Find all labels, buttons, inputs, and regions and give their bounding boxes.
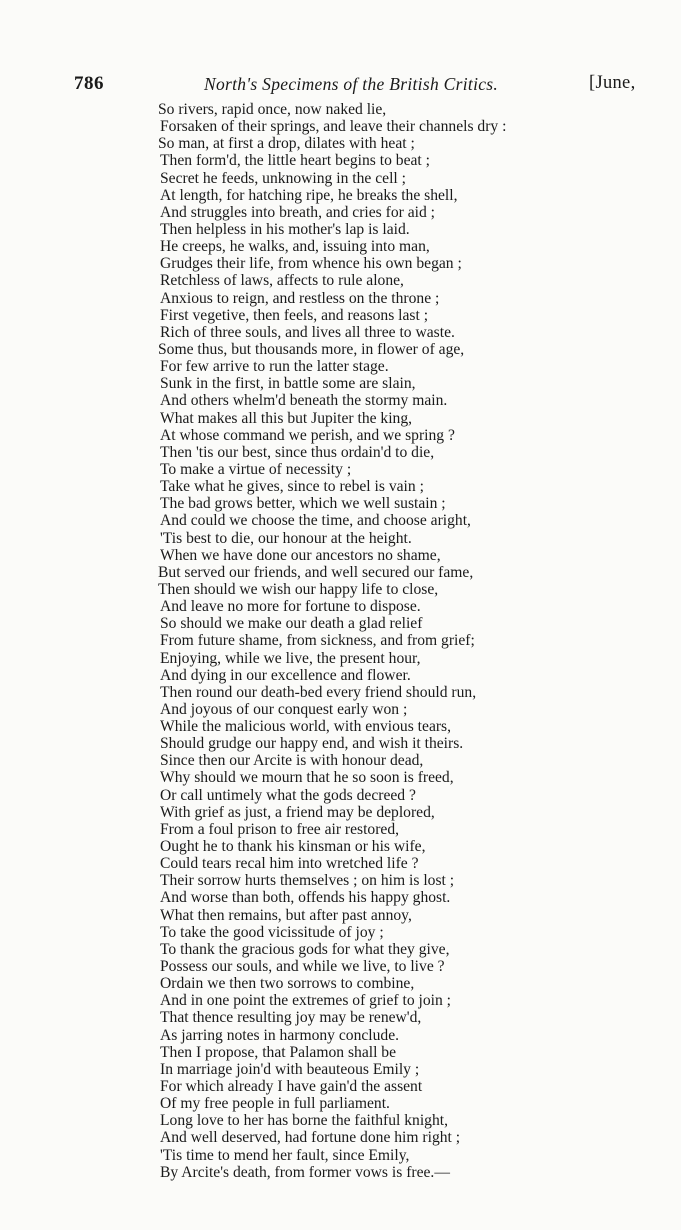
poem-line: And dying in our excellence and flower. — [160, 666, 411, 684]
poem-line: From a foul prison to free air restored, — [160, 820, 400, 838]
poem-line: And in one point the extremes of grief to join ; — [160, 992, 452, 1010]
poem-line: At length, for hatching ripe, he breaks the shell, — [160, 186, 458, 204]
running-title: North's Specimens of the British Critics. — [204, 74, 499, 94]
poem-line: Rich of three souls, and lives all three to waste. — [160, 323, 455, 341]
poem-line: Then 'tis our best, since thus ordain'd to die, — [160, 443, 435, 461]
poem-line: And others whelm'd beneath the stormy main. — [160, 392, 448, 410]
poem-line: Could tears recal him into wretched life ? — [160, 855, 419, 873]
poem-line: Should grudge our happy end, and wish it theirs. — [160, 735, 464, 753]
poem-line: Some thus, but thousands more, in flower of age, — [158, 340, 465, 358]
poem-line: And leave no more for fortune to dispose. — [160, 598, 421, 616]
poem-line: And could we choose the time, and choose aright, — [160, 512, 471, 530]
poem-line: That thence resulting joy may be renew'd, — [160, 1009, 422, 1027]
poem-line: For few arrive to run the latter stage. — [160, 358, 389, 376]
poem-line: Then round our death-bed every friend should run, — [160, 683, 477, 701]
poem-text — [158, 101, 658, 1181]
poem-line: Sunk in the first, in battle some are slain, — [160, 375, 416, 393]
poem-line: Ordain we then two sorrows to combine, — [160, 975, 415, 993]
poem-line: Then helpless in his mother's lap is laid. — [160, 220, 410, 238]
poem-line: While the malicious world, with envious tears, — [160, 718, 452, 736]
poem-line: So man, at first a drop, dilates with heat ; — [158, 135, 415, 153]
poem-line: Ought he to thank his kinsman or his wife, — [160, 838, 426, 856]
poem-line: So rivers, rapid once, now naked lie, — [158, 101, 387, 118]
poem-line: And well deserved, had fortune done him right ; — [160, 1129, 461, 1147]
poem-line: What makes all this but Jupiter the king, — [160, 409, 413, 427]
poem-line: But served our friends, and well secured our fame, — [158, 563, 474, 581]
poem-line: From future shame, from sickness, and from grief; — [160, 632, 475, 650]
poem-line: First vegetive, then feels, and reasons last ; — [160, 306, 429, 324]
page-number: 786 — [74, 73, 104, 94]
poem-line: To make a virtue of necessity ; — [160, 460, 352, 478]
poem-line: Possess our souls, and while we live, to live ? — [160, 958, 445, 976]
poem-line: 'Tis best to die, our honour at the height. — [160, 529, 412, 547]
poem-line: In marriage join'd with beauteous Emily ; — [160, 1060, 420, 1078]
section-mark: [June, — [589, 73, 636, 93]
poem-line: Or call untimely what the gods decreed ? — [160, 786, 416, 804]
poem-line: So should we make our death a glad relief — [160, 615, 423, 633]
poem-line: When we have done our ancestors no shame, — [160, 546, 441, 564]
poem-line: The bad grows better, which we well sustain ; — [160, 495, 446, 513]
poem-line: And struggles into breath, and cries for aid ; — [160, 203, 435, 221]
poem-line: With grief as just, a friend may be deplored, — [160, 803, 435, 821]
poem-line: By Arcite's death, from former vows is free.— — [160, 1163, 450, 1181]
poem-line: Enjoying, while we live, the present hour, — [160, 649, 421, 667]
poem-line: Grudges their life, from whence his own began ; — [160, 255, 462, 273]
poem-line: Secret he feeds, unknowing in the cell ; — [160, 169, 406, 187]
poem-line: Then I propose, that Palamon shall be — [160, 1043, 397, 1061]
poem-line: For which already I have gain'd the assent — [160, 1078, 423, 1096]
poem-line: Retchless of laws, affects to rule alone, — [160, 272, 404, 290]
poem-line: Anxious to reign, and restless on the throne ; — [160, 289, 440, 307]
poem-line: To take the good vicissitude of joy ; — [160, 923, 384, 941]
poem-line: Forsaken of their springs, and leave their channels dry : — [160, 118, 507, 136]
poem-line: And worse than both, offends his happy ghost. — [160, 889, 451, 907]
poem-line: At whose command we perish, and we spring ? — [160, 426, 455, 444]
poem-line: Their sorrow hurts themselves ; on him is lost ; — [160, 872, 455, 890]
poem-line: And joyous of our conquest early won ; — [160, 700, 408, 718]
poem-line: Since then our Arcite is with honour dead, — [160, 752, 424, 770]
poem-line: As jarring notes in harmony conclude. — [160, 1026, 400, 1044]
poem-line: Then form'd, the little heart begins to beat ; — [160, 152, 430, 170]
running-header — [0, 73, 681, 103]
poem-line: 'Tis time to mend her fault, since Emily, — [160, 1146, 410, 1164]
poem-line: Of my free people in full parliament. — [160, 1095, 390, 1113]
poem-line: Then should we wish our happy life to close, — [158, 580, 439, 598]
poem-line: What then remains, but after past annoy, — [160, 906, 412, 924]
poem-line: Long love to her has borne the faithful knight, — [160, 1112, 448, 1130]
poem-line: To thank the gracious gods for what they give, — [160, 940, 450, 958]
poem-line: He creeps, he walks, and, issuing into man, — [160, 238, 430, 256]
poem-line: Why should we mourn that he so soon is freed, — [160, 769, 454, 787]
poem-line: Take what he gives, since to rebel is vain ; — [160, 478, 424, 496]
